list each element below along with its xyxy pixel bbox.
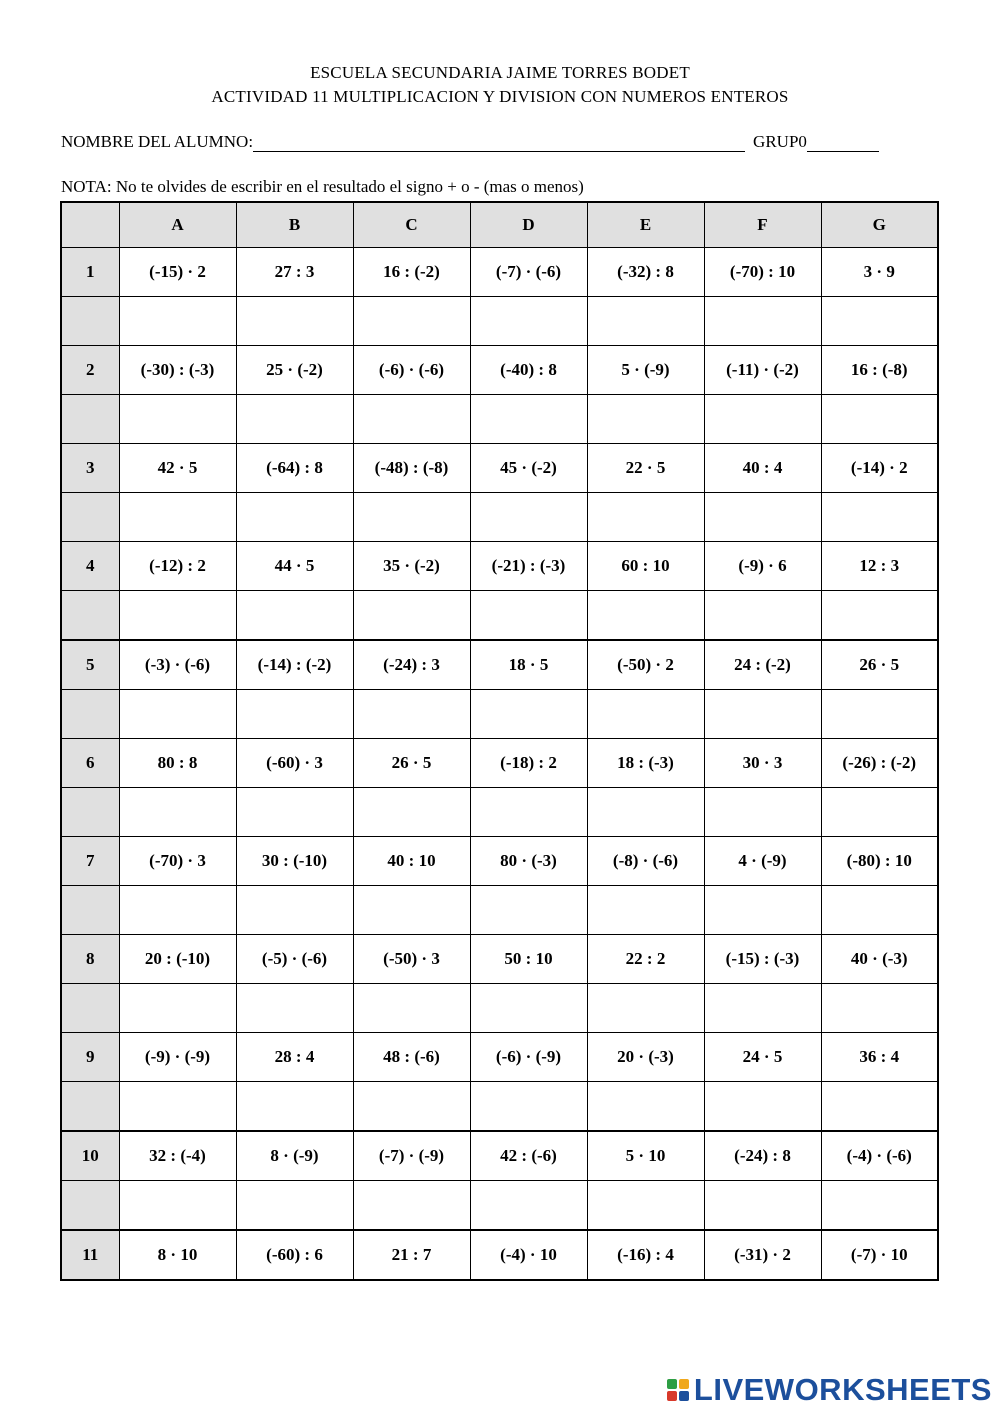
problem-cell: 40 : 4 xyxy=(704,444,821,493)
answer-cell[interactable] xyxy=(704,493,821,542)
answer-row-label xyxy=(61,788,119,837)
brand-text: LIVEWORKSHEETS xyxy=(693,1372,992,1407)
answer-cell[interactable] xyxy=(821,1082,938,1132)
problem-cell: 30 : (-10) xyxy=(236,837,353,886)
problem-cell: (-9) · 6 xyxy=(704,542,821,591)
problem-cell: 12 : 3 xyxy=(821,542,938,591)
answer-cell[interactable] xyxy=(119,1181,236,1231)
answer-cell[interactable] xyxy=(587,1181,704,1231)
problem-cell: 42 · 5 xyxy=(119,444,236,493)
answer-row-label xyxy=(61,984,119,1033)
answer-cell[interactable] xyxy=(704,1082,821,1132)
column-header-row xyxy=(61,202,938,248)
problem-cell: (-11) · (-2) xyxy=(704,346,821,395)
answer-cell[interactable] xyxy=(353,984,470,1033)
answer-row xyxy=(61,788,938,837)
problem-cell: (-24) : 3 xyxy=(353,640,470,690)
problem-cell: (-8) · (-6) xyxy=(587,837,704,886)
answer-row-label xyxy=(61,1082,119,1132)
problem-cell: 22 · 5 xyxy=(587,444,704,493)
problem-cell: 5 · (-9) xyxy=(587,346,704,395)
problem-cell: (-4) · (-6) xyxy=(821,1131,938,1181)
problem-row xyxy=(61,248,938,297)
answer-cell[interactable] xyxy=(704,984,821,1033)
column-header: F xyxy=(704,202,821,248)
problem-cell: 35 · (-2) xyxy=(353,542,470,591)
answer-row xyxy=(61,395,938,444)
answer-cell[interactable] xyxy=(704,788,821,837)
answer-cell[interactable] xyxy=(353,886,470,935)
answer-cell[interactable] xyxy=(353,591,470,641)
answer-cell[interactable] xyxy=(119,297,236,346)
column-header: D xyxy=(470,202,587,248)
answer-cell[interactable] xyxy=(470,591,587,641)
answer-cell[interactable] xyxy=(236,493,353,542)
column-header: C xyxy=(353,202,470,248)
problem-cell: (-32) : 8 xyxy=(587,248,704,297)
liveworksheets-brand xyxy=(667,1372,992,1408)
answer-cell[interactable] xyxy=(119,1082,236,1132)
student-name-label: NOMBRE DEL ALUMNO: xyxy=(61,132,254,151)
logo-square xyxy=(679,1391,689,1401)
problem-cell: (-6) · (-6) xyxy=(353,346,470,395)
activity-title: ACTIVIDAD 11 MULTIPLICACION Y DIVISION CON NUMEROS ENTEROS xyxy=(211,87,789,106)
problem-cell: 60 : 10 xyxy=(587,542,704,591)
problem-cell: 20 : (-10) xyxy=(119,935,236,984)
problem-cell: 3 · 9 xyxy=(821,248,938,297)
answer-cell[interactable] xyxy=(704,395,821,444)
problem-cell: (-14) · 2 xyxy=(821,444,938,493)
problem-cell: 80 · (-3) xyxy=(470,837,587,886)
answer-row-label xyxy=(61,493,119,542)
answer-row-label xyxy=(61,1181,119,1231)
problem-cell: 42 : (-6) xyxy=(470,1131,587,1181)
answer-cell[interactable] xyxy=(470,493,587,542)
answer-cell[interactable] xyxy=(470,395,587,444)
problem-cell: 16 : (-2) xyxy=(353,248,470,297)
answer-cell[interactable] xyxy=(353,1181,470,1231)
answer-row xyxy=(61,1181,938,1231)
problem-cell: 24 : (-2) xyxy=(704,640,821,690)
problem-cell: (-26) : (-2) xyxy=(821,739,938,788)
answer-cell[interactable] xyxy=(470,690,587,739)
row-number: 9 xyxy=(61,1033,119,1082)
answer-cell[interactable] xyxy=(587,591,704,641)
group-field[interactable] xyxy=(807,135,879,152)
problem-cell: (-70) · 3 xyxy=(119,837,236,886)
row-number: 10 xyxy=(61,1131,119,1181)
answer-row-label xyxy=(61,395,119,444)
answer-cell[interactable] xyxy=(587,984,704,1033)
row-number: 1 xyxy=(61,248,119,297)
problem-cell: 8 · 10 xyxy=(119,1230,236,1280)
answer-cell[interactable] xyxy=(470,788,587,837)
answer-row xyxy=(61,886,938,935)
problem-cell: 36 : 4 xyxy=(821,1033,938,1082)
answer-cell[interactable] xyxy=(587,395,704,444)
answer-row xyxy=(61,493,938,542)
problem-cell: (-30) : (-3) xyxy=(119,346,236,395)
problem-cell: (-9) · (-9) xyxy=(119,1033,236,1082)
problem-cell: (-40) : 8 xyxy=(470,346,587,395)
column-header: B xyxy=(236,202,353,248)
problem-cell: (-18) : 2 xyxy=(470,739,587,788)
answer-cell[interactable] xyxy=(821,1181,938,1231)
answer-cell[interactable] xyxy=(119,984,236,1033)
answer-cell[interactable] xyxy=(470,1181,587,1231)
problem-row xyxy=(61,640,938,690)
problem-cell: 40 : 10 xyxy=(353,837,470,886)
problem-cell: (-15) : (-3) xyxy=(704,935,821,984)
answer-cell[interactable] xyxy=(470,984,587,1033)
problem-cell: 48 : (-6) xyxy=(353,1033,470,1082)
answer-cell[interactable] xyxy=(353,395,470,444)
problem-cell: 18 · 5 xyxy=(470,640,587,690)
answer-cell[interactable] xyxy=(353,690,470,739)
answer-cell[interactable] xyxy=(236,395,353,444)
logo-square xyxy=(679,1379,689,1389)
row-number: 7 xyxy=(61,837,119,886)
column-header: A xyxy=(119,202,236,248)
problem-cell: 18 : (-3) xyxy=(587,739,704,788)
answer-cell[interactable] xyxy=(821,788,938,837)
problem-row xyxy=(61,542,938,591)
problem-cell: 80 : 8 xyxy=(119,739,236,788)
row-number: 6 xyxy=(61,739,119,788)
answer-row xyxy=(61,1082,938,1132)
problem-cell: (-7) · (-6) xyxy=(470,248,587,297)
answer-row-label xyxy=(61,690,119,739)
answer-cell[interactable] xyxy=(119,395,236,444)
answer-cell[interactable] xyxy=(236,984,353,1033)
problem-cell: (-16) : 4 xyxy=(587,1230,704,1280)
answer-cell[interactable] xyxy=(236,788,353,837)
answer-cell[interactable] xyxy=(236,591,353,641)
problem-cell: 32 : (-4) xyxy=(119,1131,236,1181)
answer-cell[interactable] xyxy=(821,886,938,935)
row-number: 2 xyxy=(61,346,119,395)
answer-row-label xyxy=(61,297,119,346)
answer-cell[interactable] xyxy=(704,1181,821,1231)
problem-row xyxy=(61,346,938,395)
note-text: NOTA: No te olvides de escribir en el resultado el signo + o - (mas o menos) xyxy=(61,177,584,196)
row-number: 8 xyxy=(61,935,119,984)
problem-cell: (-21) : (-3) xyxy=(470,542,587,591)
problem-cell: (-7) · 10 xyxy=(821,1230,938,1280)
school-name: ESCUELA SECUNDARIA JAIME TORRES BODET xyxy=(310,63,690,82)
answer-cell[interactable] xyxy=(353,493,470,542)
corner-cell xyxy=(61,202,119,248)
answer-row xyxy=(61,984,938,1033)
answer-cell[interactable] xyxy=(353,1082,470,1132)
problem-cell: (-60) : 6 xyxy=(236,1230,353,1280)
logo-square xyxy=(667,1379,677,1389)
answer-cell[interactable] xyxy=(587,690,704,739)
problem-cell: (-24) : 8 xyxy=(704,1131,821,1181)
answer-cell[interactable] xyxy=(236,886,353,935)
problem-cell: 20 · (-3) xyxy=(587,1033,704,1082)
answer-cell[interactable] xyxy=(353,297,470,346)
problem-row xyxy=(61,837,938,886)
exercise-table xyxy=(60,201,939,1281)
group-label: GRUP0 xyxy=(753,132,807,151)
answer-cell[interactable] xyxy=(821,690,938,739)
answer-row-label xyxy=(61,886,119,935)
answer-cell[interactable] xyxy=(821,984,938,1033)
row-number: 5 xyxy=(61,640,119,690)
problem-row xyxy=(61,1230,938,1280)
problem-cell: (-50) · 2 xyxy=(587,640,704,690)
answer-cell[interactable] xyxy=(821,493,938,542)
problem-cell: (-80) : 10 xyxy=(821,837,938,886)
problem-cell: (-64) : 8 xyxy=(236,444,353,493)
problem-cell: 22 : 2 xyxy=(587,935,704,984)
problem-cell: 40 · (-3) xyxy=(821,935,938,984)
answer-cell[interactable] xyxy=(236,297,353,346)
problem-cell: (-70) : 10 xyxy=(704,248,821,297)
answer-cell[interactable] xyxy=(704,690,821,739)
problem-cell: (-15) · 2 xyxy=(119,248,236,297)
answer-row xyxy=(61,297,938,346)
problem-row xyxy=(61,935,938,984)
problem-row xyxy=(61,444,938,493)
problem-cell: (-14) : (-2) xyxy=(236,640,353,690)
answer-cell[interactable] xyxy=(353,788,470,837)
row-number: 4 xyxy=(61,542,119,591)
answer-cell[interactable] xyxy=(119,690,236,739)
problem-cell: 4 · (-9) xyxy=(704,837,821,886)
problem-cell: 30 · 3 xyxy=(704,739,821,788)
logo-square xyxy=(667,1391,677,1401)
problem-cell: 5 · 10 xyxy=(587,1131,704,1181)
answer-cell[interactable] xyxy=(821,591,938,641)
problem-cell: (-50) · 3 xyxy=(353,935,470,984)
problem-cell: 45 · (-2) xyxy=(470,444,587,493)
problem-cell: 28 : 4 xyxy=(236,1033,353,1082)
problem-cell: 26 · 5 xyxy=(353,739,470,788)
answer-cell[interactable] xyxy=(119,788,236,837)
student-info-line xyxy=(61,132,931,152)
problem-cell: 26 · 5 xyxy=(821,640,938,690)
answer-cell[interactable] xyxy=(236,690,353,739)
problem-cell: 21 : 7 xyxy=(353,1230,470,1280)
problem-cell: 16 : (-8) xyxy=(821,346,938,395)
answer-cell[interactable] xyxy=(704,591,821,641)
problem-cell: 27 : 3 xyxy=(236,248,353,297)
problem-cell: 44 · 5 xyxy=(236,542,353,591)
problem-cell: 50 : 10 xyxy=(470,935,587,984)
answer-row xyxy=(61,591,938,641)
answer-cell[interactable] xyxy=(587,297,704,346)
problem-cell: (-4) · 10 xyxy=(470,1230,587,1280)
problem-cell: (-3) · (-6) xyxy=(119,640,236,690)
problem-cell: (-7) · (-9) xyxy=(353,1131,470,1181)
answer-cell[interactable] xyxy=(587,886,704,935)
problem-cell: 8 · (-9) xyxy=(236,1131,353,1181)
answer-cell[interactable] xyxy=(236,1082,353,1132)
answer-cell[interactable] xyxy=(470,297,587,346)
problem-cell: 25 · (-2) xyxy=(236,346,353,395)
answer-cell[interactable] xyxy=(704,886,821,935)
problem-row xyxy=(61,1131,938,1181)
answer-cell[interactable] xyxy=(470,886,587,935)
problem-cell: (-48) : (-8) xyxy=(353,444,470,493)
student-name-field[interactable] xyxy=(253,135,745,152)
problem-cell: (-60) · 3 xyxy=(236,739,353,788)
problem-cell: (-31) · 2 xyxy=(704,1230,821,1280)
answer-cell[interactable] xyxy=(587,493,704,542)
answer-cell[interactable] xyxy=(587,1082,704,1132)
answer-cell[interactable] xyxy=(470,1082,587,1132)
answer-cell[interactable] xyxy=(119,493,236,542)
problem-row xyxy=(61,739,938,788)
answer-row xyxy=(61,690,938,739)
answer-cell[interactable] xyxy=(119,591,236,641)
answer-cell[interactable] xyxy=(704,297,821,346)
row-number: 11 xyxy=(61,1230,119,1280)
answer-cell[interactable] xyxy=(821,395,938,444)
problem-cell: (-6) · (-9) xyxy=(470,1033,587,1082)
problem-row xyxy=(61,1033,938,1082)
column-header: G xyxy=(821,202,938,248)
answer-cell[interactable] xyxy=(821,297,938,346)
answer-cell[interactable] xyxy=(587,788,704,837)
column-header: E xyxy=(587,202,704,248)
row-number: 3 xyxy=(61,444,119,493)
problem-cell: 24 · 5 xyxy=(704,1033,821,1082)
answer-cell[interactable] xyxy=(119,886,236,935)
answer-row-label xyxy=(61,591,119,641)
problem-cell: (-12) : 2 xyxy=(119,542,236,591)
answer-cell[interactable] xyxy=(236,1181,353,1231)
problem-cell: (-5) · (-6) xyxy=(236,935,353,984)
liveworksheets-logo-icon xyxy=(667,1379,689,1401)
